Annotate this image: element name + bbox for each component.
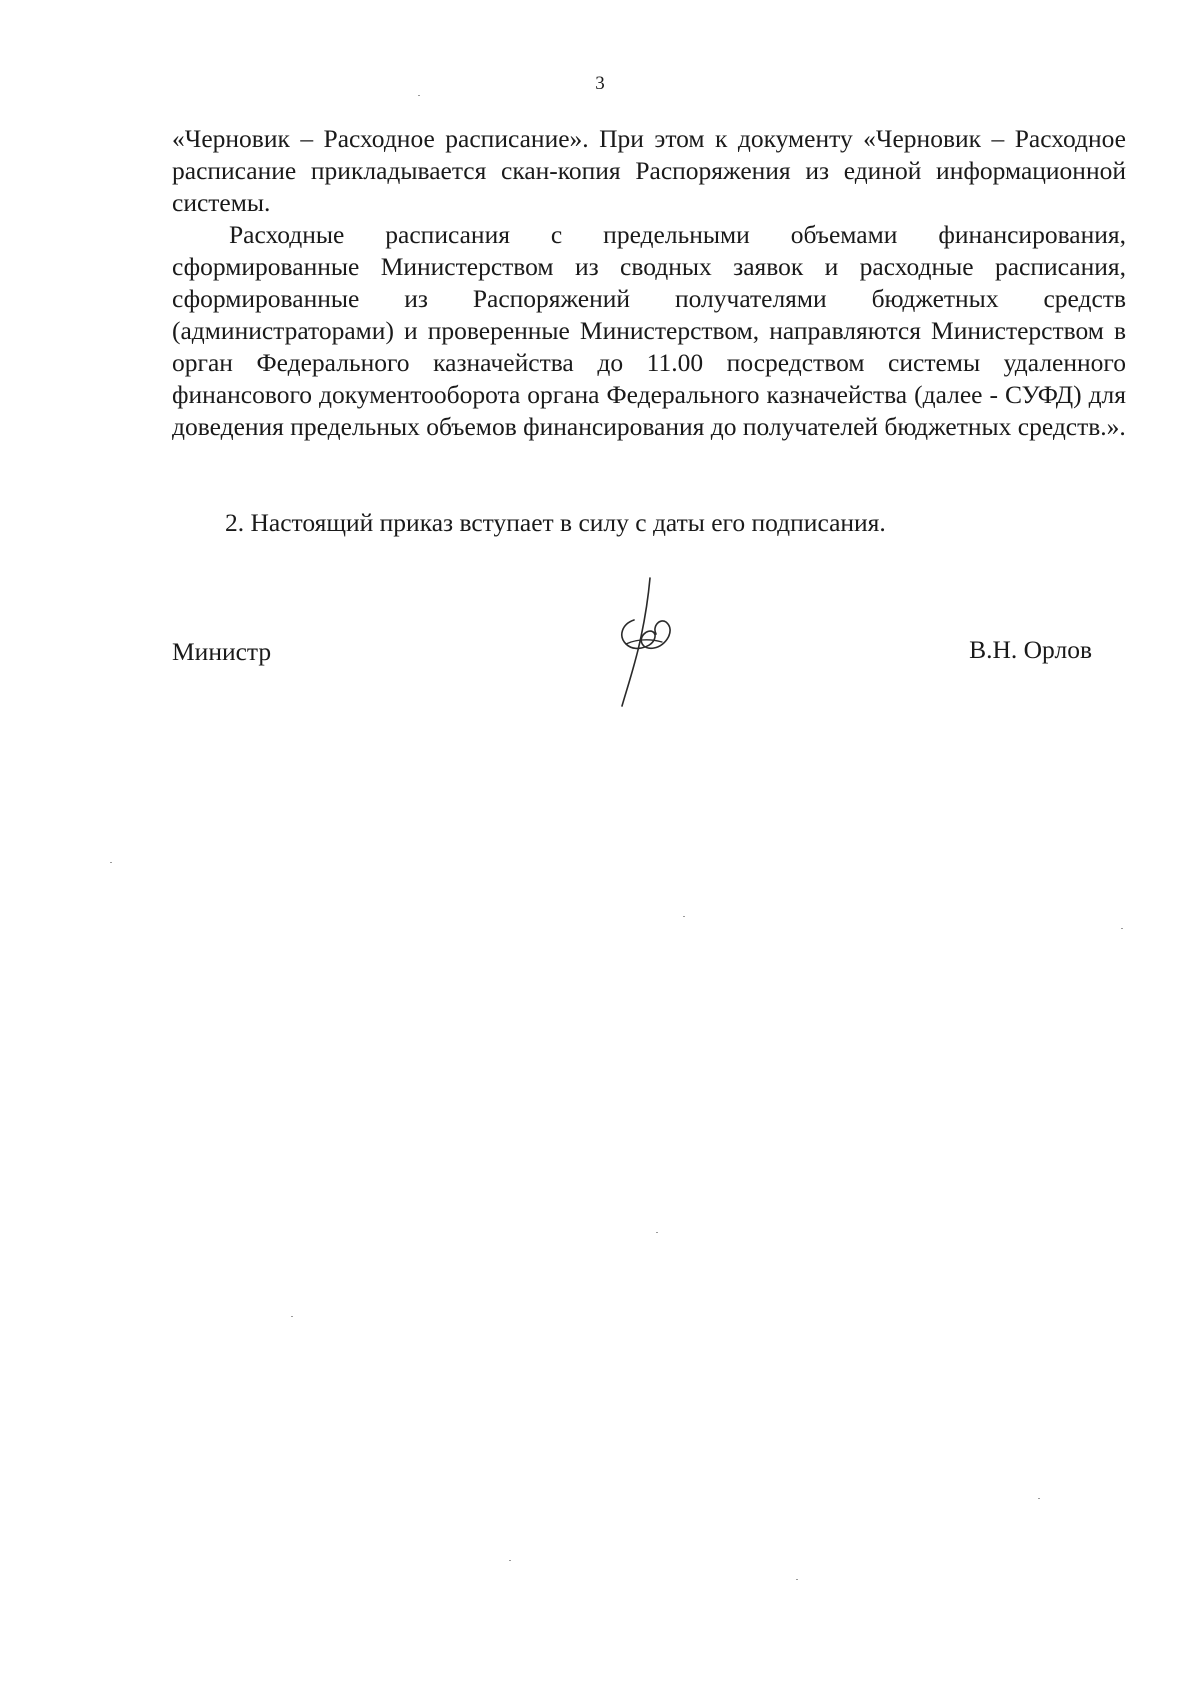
scan-speck <box>418 95 420 96</box>
page-number: 3 <box>595 73 605 94</box>
list-item-effective-date: 2. Настоящий приказ вступает в силу с даты его подписания. <box>225 508 886 537</box>
scan-speck <box>1038 1498 1040 1499</box>
paragraph-continuation: «Черновик – Расходное расписание». При этом к документу «Черновик – Расходное расписание прикладывается скан-копия Распоряжения из единой информационной системы. <box>172 124 1126 217</box>
scan-speck <box>110 862 112 863</box>
signature-block <box>172 570 1092 710</box>
signer-title: Министр <box>172 637 272 666</box>
scan-speck <box>796 1579 798 1580</box>
paragraph-expense-schedules: Расходные расписания с предельными объемами финансирования, сформированные Министерством из сводных заявок и расходные расписания, сформированные из Распоряжений получателями бюджетных средств (администраторами) и проверенные Министерством, направляются Министерством в орган Федерального казначейства до 11.00 посредством системы удаленного финансового документооборота органа Федерального казначейства (далее - СУФД) для доведения предельных объемов финансирования до получателей бюджетных средств.». <box>172 220 1126 441</box>
scan-speck <box>1121 928 1123 929</box>
scan-speck <box>291 1316 293 1317</box>
handwritten-signature-icon <box>604 570 694 710</box>
scan-speck <box>683 916 685 917</box>
signer-name: В.Н. Орлов <box>969 635 1092 664</box>
scan-speck <box>656 1232 658 1233</box>
scan-speck <box>509 1560 511 1561</box>
